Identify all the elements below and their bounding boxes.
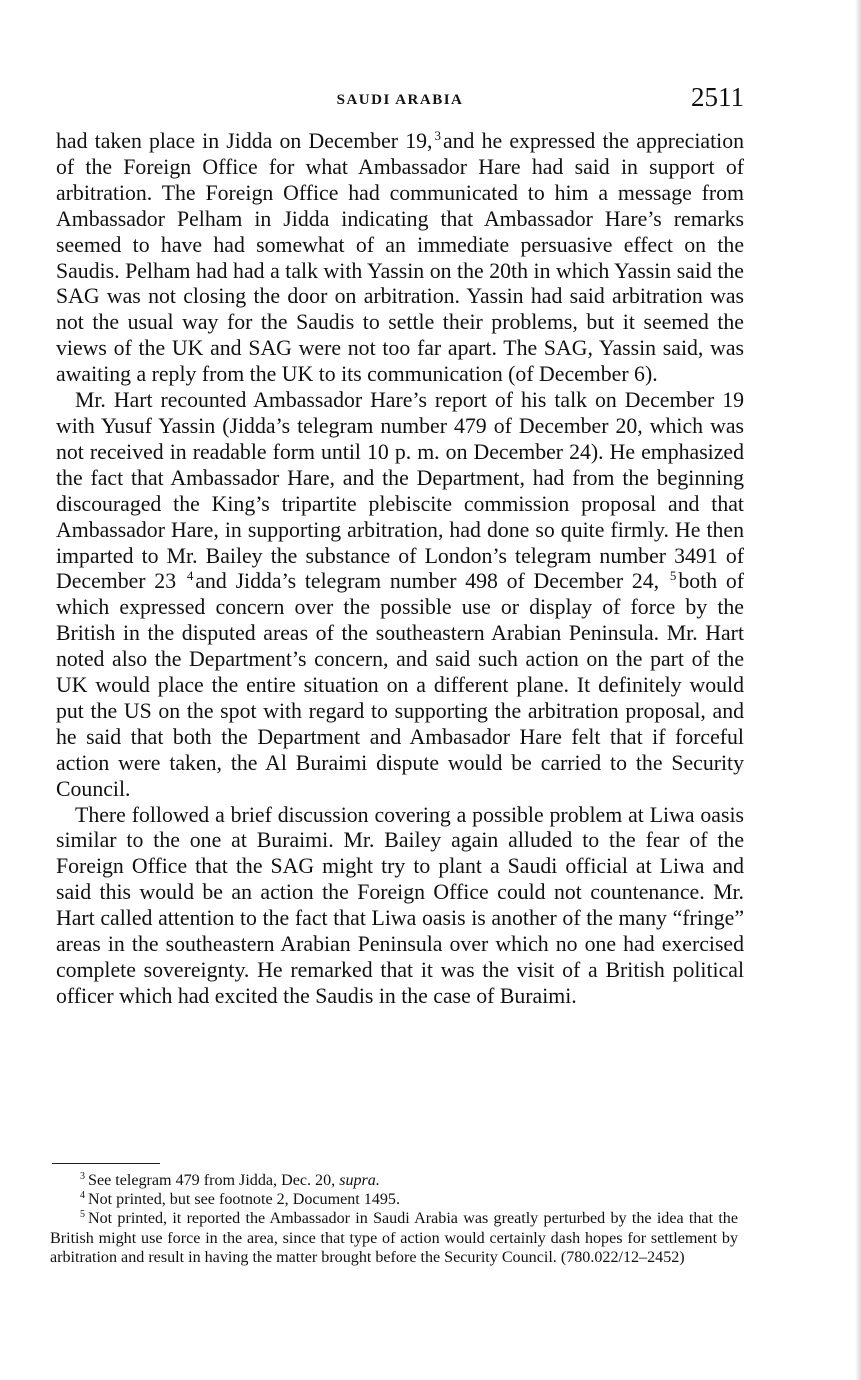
footnote-3-text: See telegram 479 from Jidda, Dec. 20, xyxy=(88,1172,336,1189)
paragraph-1 xyxy=(56,129,744,388)
footnote-4 xyxy=(50,1190,738,1209)
footnote-divider xyxy=(52,1163,160,1164)
footnote-4-marker: 4 xyxy=(80,1189,85,1201)
paragraph-1-start: had taken place in Jidda on December 19, xyxy=(56,129,433,153)
footnote-ref-4[interactable]: 4 xyxy=(186,568,194,584)
paragraph-2 xyxy=(56,388,744,803)
footnote-5 xyxy=(50,1209,738,1267)
paragraph-2-part-a: Mr. Hart recounted Ambassador Hare’s report of his talk on December 19 with Yusuf Yassin (Jidda’s telegram number 479 of December 20, which was not received in readable form until 10 p. m. on December 24). He emphasized the fact that Ambassador Hare, and the Department, had from the beginning discouraged the King’s tripartite plebiscite commission proposal and that Ambassador Hare, in supporting arbitration, had done so quite firmly. He then imparted to Mr. Bailey the substance of London’s telegram number 3491 of December 23 xyxy=(56,388,744,594)
footnote-3-italic: supra. xyxy=(339,1172,380,1189)
footnote-ref-5[interactable]: 5 xyxy=(669,568,677,584)
footnote-4-text: Not printed, but see footnote 2, Document 1495. xyxy=(88,1191,400,1209)
footnote-5-marker: 5 xyxy=(80,1209,85,1221)
paragraph-2-part-b: and Jidda’s telegram number 498 of December 24, xyxy=(195,569,660,594)
footnote-3 xyxy=(50,1171,738,1190)
footnote-ref-3[interactable]: 3 xyxy=(434,127,441,143)
page-number: 2511 xyxy=(691,82,744,112)
page-edge-shadow xyxy=(855,0,861,1380)
running-title: SAUDI ARABIA xyxy=(336,92,464,108)
footnote-3-marker: 3 xyxy=(80,1170,85,1182)
footnote-5-text: Not printed, it reported the Ambassador in Saudi Arabia was greatly perturbed by the idea that the British might use force in the area, since that type of action would certainly dash hopes for settlement by arbitration and result in having the matter brought before the Security Council. (780.022/12–2452) xyxy=(50,1210,738,1266)
paragraph-1-rest: and he expressed the appreciation of the Foreign Office for what Ambassador Hare had said in support of arbitration. The Foreign Office had communicated to him a message from Ambassador Pelham in Jidda indicating that Ambassador Hare’s remarks seemed to have had somewhat of an immediate persuasive effect on the Saudis. Pelham had had a talk with Yassin on the 20th in which Yassin said the SAG was not closing the door on arbitration. Yassin had said arbitration was not the usual way for the Saudis to settle their problems, but it seemed the views of the UK and SAG were not too far apart. The SAG, Yassin said, was awaiting a reply from the UK to its communication (of December 6). xyxy=(56,129,744,387)
footnotes xyxy=(50,1171,738,1267)
paragraph-2-part-c: both of which expressed concern over the possible use or display of force by the British in the disputed areas of the southeastern Arabian Peninsula. Mr. Hart noted also the Department’s concern, and said such action on the part of the UK would place the entire situation on a different plane. It definitely would put the US on the spot with regard to supporting the arbitration proposal, and he said that both the Department and Ambasador Hare felt that if forceful action were taken, the Al Buraimi dispute would be carried to the Security Council. xyxy=(56,569,744,801)
body-text xyxy=(56,129,744,1010)
paragraph-3: There followed a brief discussion covering a possible problem at Liwa oasis similar to the one at Buraimi. Mr. Bailey again alluded to the fear of the Foreign Office that the SAG might try to plant a Saudi official at Liwa and said this would be an action the Foreign Office could not countenance. Mr. Hart called attention to the fact that Liwa oasis is another of the many “fringe” areas in the southeastern Arabian Peninsula over which no one had exercised complete sovereignty. He remarked that it was the visit of a British political officer which had excited the Saudis in the case of Buraimi. xyxy=(56,802,744,1008)
running-head xyxy=(56,82,744,116)
